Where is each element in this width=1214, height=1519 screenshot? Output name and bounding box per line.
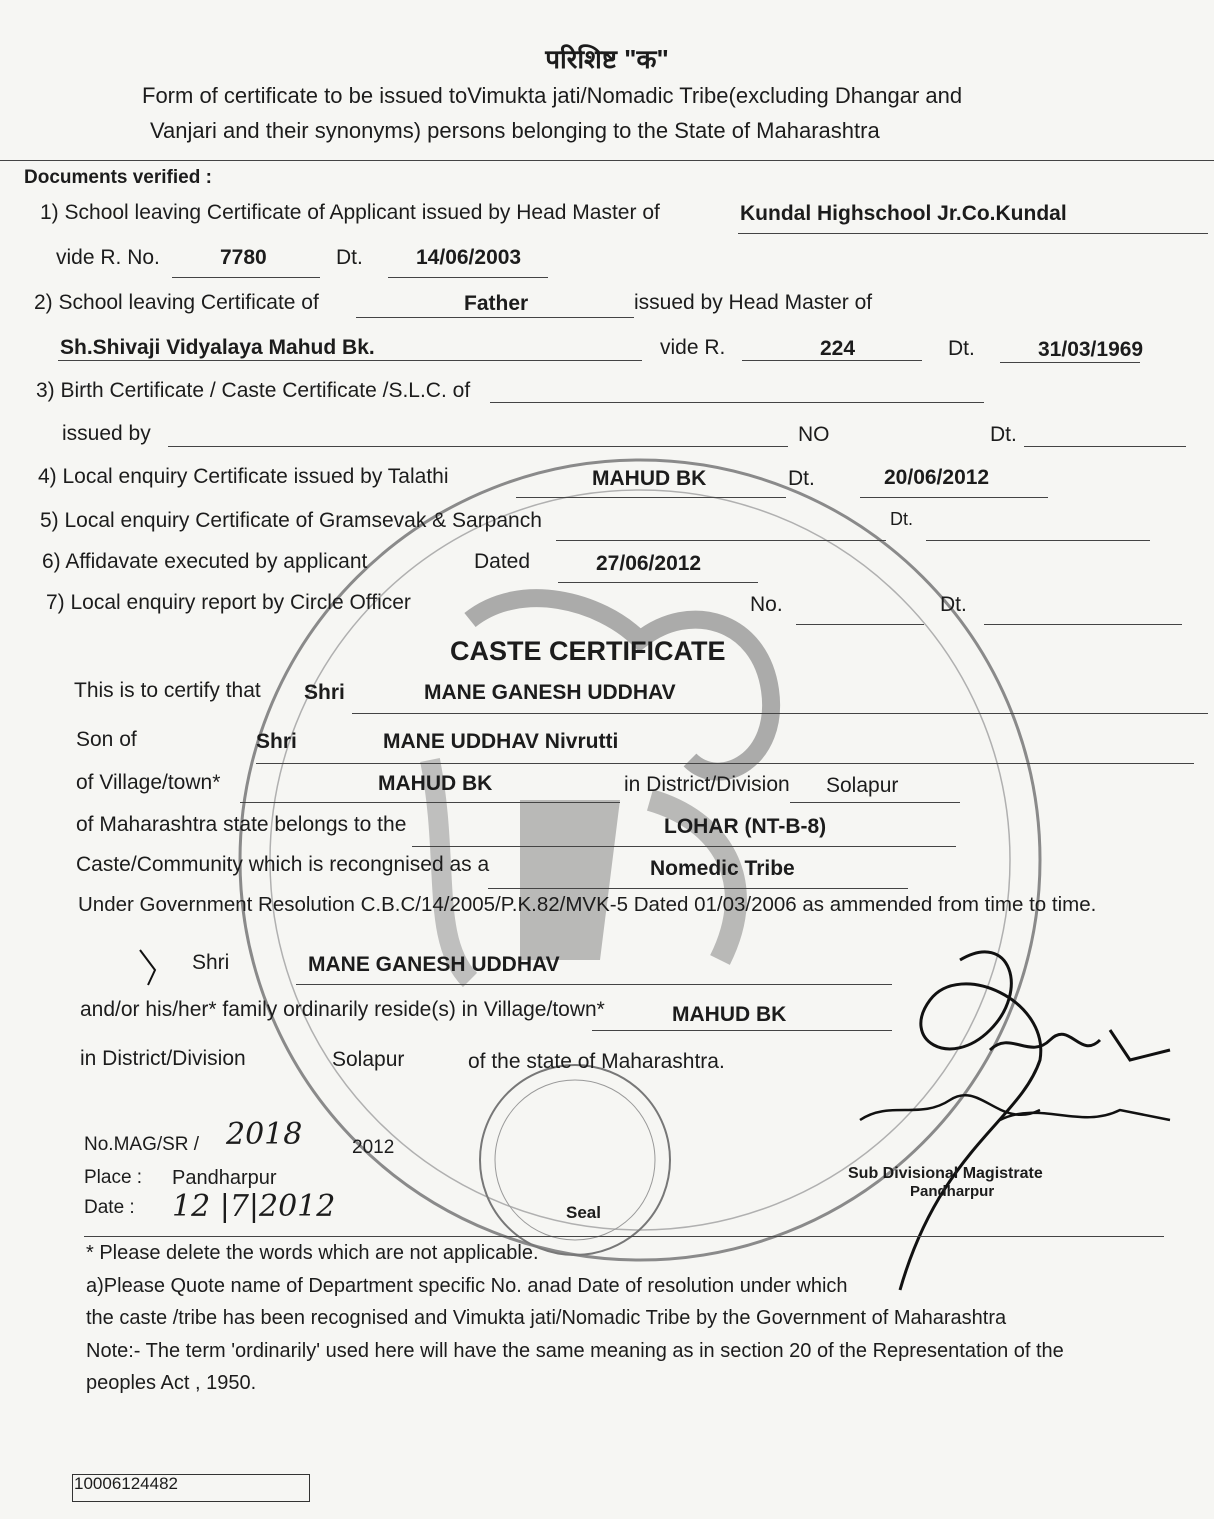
item3-no-label: NO	[798, 423, 830, 446]
officer-place: Pandharpur	[910, 1183, 995, 1200]
village-label: of Village/town*	[76, 771, 221, 794]
date-line	[388, 277, 548, 278]
item1-date: 14/06/2003	[416, 246, 522, 269]
item2-school-line	[58, 360, 642, 361]
docs-heading: Documents verified :	[24, 167, 212, 188]
item7-no-line	[796, 624, 924, 625]
relation-line	[356, 317, 634, 318]
father-name: MANE UDDHAV Nivrutti	[383, 730, 619, 753]
item1-school: Kundal Highschool Jr.Co.Kundal	[740, 202, 1067, 225]
item4-date-line	[860, 497, 1048, 498]
state-label: of Maharashtra state belongs to the	[76, 813, 407, 836]
caste-value: LOHAR (NT-B-8)	[664, 815, 827, 838]
item6-date-line	[558, 582, 758, 583]
vide-label: vide R. No.	[56, 246, 160, 269]
issued-by-line	[168, 446, 788, 447]
note-3: the caste /tribe has been recognised and Vimukta jati/Nomadic Tribe by the Government of Maharashtra	[86, 1307, 1007, 1329]
item2-relation: Father	[464, 292, 529, 315]
rno-line	[172, 277, 320, 278]
item6-label: 6) Affidavate executed by applicant	[42, 550, 368, 573]
item7-dt-label: Dt.	[940, 593, 967, 616]
date-label: Date :	[84, 1197, 135, 1218]
caste-line	[412, 846, 956, 847]
village-value: MAHUD BK	[378, 772, 493, 795]
shri-1: Shri	[304, 681, 345, 704]
item2-dt: Dt.	[948, 337, 975, 360]
item2-date: 31/03/1969	[1038, 338, 1144, 361]
district-label: in District/Division	[624, 773, 790, 796]
item1-school-line	[738, 233, 1208, 234]
item1-label: 1) School leaving Certificate of Applicant issued by Head Master of	[40, 201, 660, 224]
place-value: Pandharpur	[172, 1167, 277, 1189]
reside-label: and/or his/her* family ordinarily reside(s) in Village/town*	[80, 998, 605, 1021]
item5-dt-label: Dt.	[890, 509, 914, 529]
item2-vide: vide R.	[660, 336, 726, 359]
name-line	[352, 713, 1208, 714]
note-4: Note:- The term 'ordinarily' used here will have the same meaning as in section 20 of the Representation of the	[86, 1340, 1064, 1362]
applicant-name: MANE GANESH UDDHAV	[424, 681, 676, 704]
name2-line	[296, 984, 892, 985]
district-value: Solapur	[826, 774, 899, 797]
note-2: a)Please Quote name of Department specific No. anad Date of resolution under which	[86, 1275, 848, 1297]
tribe-line	[488, 888, 908, 889]
dt-label: Dt.	[336, 246, 363, 269]
shri-3: Shri	[192, 951, 230, 974]
resolution-text: Under Government Resolution C.B.C/14/2005/P.K.82/MVK-5 Dated 01/03/2006 as ammended from time to time.	[78, 893, 1097, 916]
seal-label: Seal	[566, 1203, 601, 1222]
note-5: peoples Act , 1950.	[86, 1372, 257, 1394]
item2-issued: issued by Head Master of	[634, 291, 873, 314]
note-1: * Please delete the words which are not applicable.	[86, 1242, 539, 1264]
item2-date-line	[1000, 362, 1140, 363]
date-handwritten: 12 |7|2012	[172, 1189, 336, 1224]
item3-dt-label: Dt.	[990, 423, 1017, 446]
community-label: Caste/Community which is recongnised as a	[76, 853, 490, 876]
item7-label: 7) Local enquiry report by Circle Officer	[46, 591, 411, 614]
reside-line	[592, 1030, 892, 1031]
officer-title: Sub Divisional Magistrate	[848, 1165, 1043, 1182]
shri-2: Shri	[256, 730, 297, 753]
notes-divider	[84, 1236, 1164, 1237]
item2-rno: 224	[820, 337, 856, 360]
item3-dt-line	[1024, 446, 1186, 447]
village-line	[240, 802, 620, 803]
item4-dt-label: Dt.	[788, 467, 815, 490]
father-line	[256, 763, 1194, 764]
item4-place-line	[516, 497, 786, 498]
district-label-2: in District/Division	[80, 1047, 246, 1070]
item2-rno-line	[742, 360, 922, 361]
district-line	[790, 802, 960, 803]
item6-dated-label: Dated	[474, 550, 531, 573]
son-of-label: Son of	[76, 728, 137, 751]
item4-label: 4) Local enquiry Certificate issued by Talathi	[38, 465, 449, 488]
serial-number: 10006124482	[74, 1474, 179, 1493]
divider	[0, 160, 1214, 161]
applicant-name-2: MANE GANESH UDDHAV	[308, 953, 560, 976]
item7-no-label: No.	[750, 593, 783, 616]
item5-label: 5) Local enquiry Certificate of Gramsevak & Sarpanch	[40, 509, 542, 532]
place-label: Place :	[84, 1167, 143, 1188]
item6-date: 27/06/2012	[596, 552, 702, 575]
reside-district: Solapur	[332, 1048, 405, 1071]
state-of: of the state of Maharashtra.	[468, 1050, 725, 1073]
item5-dt-line	[926, 540, 1150, 541]
certificate-title: CASTE CERTIFICATE	[450, 636, 726, 666]
item1-rno: 7780	[220, 246, 267, 269]
header-line-2: Vanjari and their synonyms) persons belonging to the State of Maharashtra	[150, 118, 880, 143]
item4-date: 20/06/2012	[884, 466, 990, 489]
item5-line	[556, 540, 886, 541]
item3-line	[490, 402, 984, 403]
tribe-value: Nomedic Tribe	[650, 857, 795, 880]
item3-label: 3) Birth Certificate / Caste Certificate /S.L.C. of	[36, 379, 471, 402]
item2-school: Sh.Shivaji Vidyalaya Mahud Bk.	[60, 336, 375, 359]
item4-place: MAHUD BK	[592, 467, 707, 490]
no-year: 2012	[352, 1137, 395, 1158]
certify-label: This is to certify that	[74, 679, 261, 702]
item7-dt-line	[984, 624, 1182, 625]
header-line-1: Form of certificate to be issued toVimukta jati/Nomadic Tribe(excluding Dhangar and	[142, 83, 963, 108]
item2-label: 2) School leaving Certificate of	[34, 291, 319, 314]
no-handwritten: 2018	[226, 1117, 303, 1152]
issued-by-label: issued by	[62, 422, 151, 445]
no-mag-label: No.MAG/SR /	[84, 1134, 200, 1155]
reside-village: MAHUD BK	[672, 1003, 787, 1026]
hindi-title: परिशिष्ट "क"	[545, 44, 669, 74]
